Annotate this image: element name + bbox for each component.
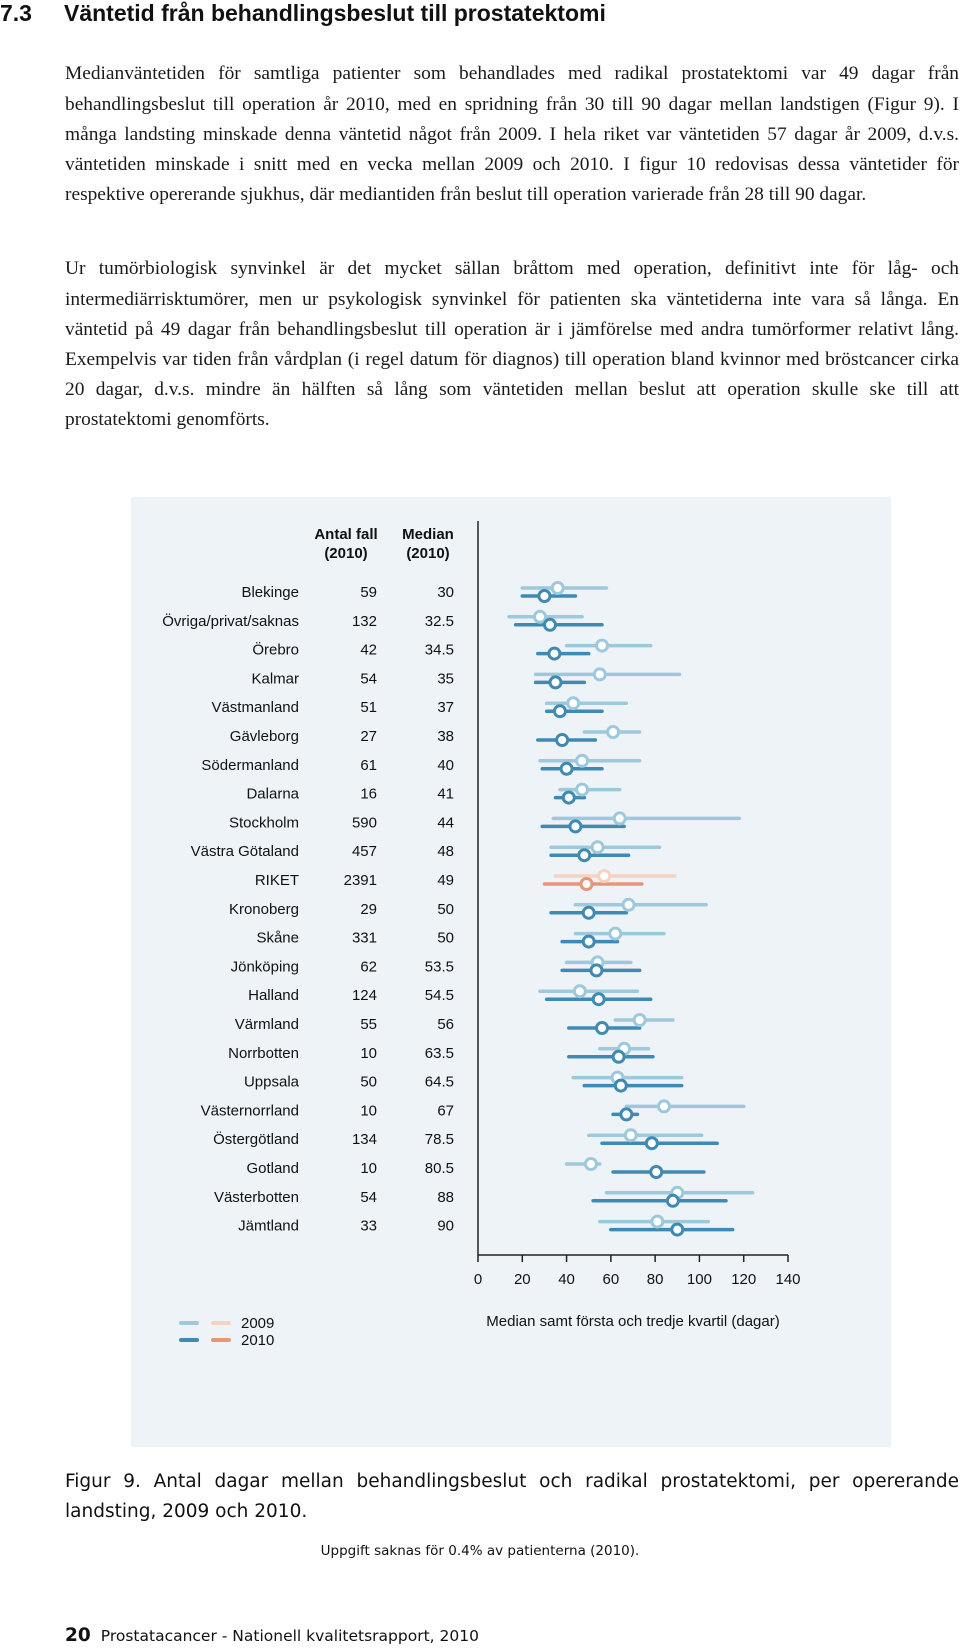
median-point-2010-Blekinge <box>539 591 550 602</box>
chart-panel <box>131 497 891 1447</box>
median-point-2010-Västernorrland <box>621 1109 632 1120</box>
row-count-label: 29 <box>360 900 377 918</box>
median-point-2009-RIKET <box>599 871 610 882</box>
x-tick-label: 80 <box>646 1271 664 1288</box>
header-count-line-1: (2010) <box>324 545 368 562</box>
legend-label-2009: 2009 <box>241 1315 275 1332</box>
x-tick-label: 40 <box>558 1271 575 1288</box>
row-count-label: 51 <box>360 699 377 717</box>
row-count-label: 10 <box>360 1044 377 1062</box>
median-point-2009-Jämtland <box>652 1216 663 1227</box>
x-axis-label: Median samt första och tredje kvartil (dagar) <box>486 1313 780 1330</box>
row-region-label: Västernorrland <box>200 1102 299 1120</box>
row-region-label: Skåne <box>256 929 299 947</box>
median-point-2009-Gotland <box>585 1159 596 1170</box>
row-median-label: 44 <box>437 814 454 832</box>
x-tick-label: 120 <box>731 1271 757 1288</box>
median-point-2009-Södermanland <box>577 755 588 766</box>
row-region-label: Västerbotten <box>213 1188 299 1206</box>
row-region-label: Norrbotten <box>228 1044 299 1062</box>
row-median-label: 88 <box>437 1188 454 1206</box>
row-median-label: 34.5 <box>424 641 454 659</box>
header-median-line-0: Median <box>402 526 454 543</box>
row-region-label: Kronoberg <box>228 900 299 918</box>
row-count-label: 10 <box>360 1160 377 1177</box>
row-count-label: 33 <box>360 1217 377 1235</box>
x-tick-label: 100 <box>686 1271 712 1288</box>
section-number: 7.3 <box>0 0 32 26</box>
row-count-label: 59 <box>360 584 377 601</box>
median-point-2010-Norrbotten <box>613 1051 624 1062</box>
x-tick-label: 20 <box>513 1271 531 1288</box>
row-median-label: 63.5 <box>424 1044 454 1062</box>
row-region-label: Jämtland <box>238 1217 299 1235</box>
median-point-2009-Värmland <box>634 1015 645 1026</box>
dot-interval-chart <box>131 497 891 1447</box>
row-median-label: 50 <box>437 929 454 947</box>
median-point-2010-Västerbotten <box>667 1195 678 1206</box>
row-region-label: Södermanland <box>201 756 299 774</box>
median-point-2010-Jämtland <box>672 1224 683 1235</box>
median-point-2010-Gotland <box>651 1167 662 1178</box>
running-title: Prostatacancer - Nationell kvalitetsrapport, 2010 <box>100 1627 479 1645</box>
row-count-label: 457 <box>351 843 377 861</box>
median-point-2010-Gävleborg <box>557 735 568 746</box>
median-point-2009-Dalarna <box>577 784 588 795</box>
median-point-2009-Stockholm <box>614 813 625 824</box>
x-tick-label: 140 <box>775 1271 801 1288</box>
row-region-label: RIKET <box>254 872 299 889</box>
row-median-label: 30 <box>437 584 454 601</box>
median-point-2009-Blekinge <box>552 583 563 594</box>
row-median-label: 90 <box>437 1217 454 1235</box>
section-title: Väntetid från behandlingsbeslut till prostatektomi <box>64 0 606 26</box>
page-number: 20 <box>65 1625 91 1646</box>
row-median-label: 49 <box>437 872 454 889</box>
row-count-label: 42 <box>360 641 377 659</box>
legend-label-2010: 2010 <box>241 1332 275 1349</box>
row-count-label: 2391 <box>343 872 377 889</box>
median-point-2010-Västra Götaland <box>579 850 590 861</box>
row-count-label: 16 <box>360 785 377 803</box>
median-point-2009-Gävleborg <box>608 727 619 738</box>
row-median-label: 32.5 <box>424 612 454 630</box>
median-point-2010-Dalarna <box>563 792 574 803</box>
row-region-label: Blekinge <box>241 584 299 601</box>
row-count-label: 134 <box>351 1131 377 1149</box>
row-count-label: 61 <box>360 756 377 774</box>
row-median-label: 54.5 <box>424 987 454 1005</box>
median-point-2010-Halland <box>593 994 604 1005</box>
row-count-label: 62 <box>360 958 377 976</box>
row-median-label: 35 <box>437 670 454 688</box>
row-count-label: 54 <box>360 1188 377 1206</box>
row-median-label: 53.5 <box>424 958 454 976</box>
median-point-2010-Västmanland <box>554 706 565 717</box>
row-median-label: 41 <box>437 785 454 803</box>
row-median-label: 50 <box>437 900 454 918</box>
row-median-label: 40 <box>437 756 454 774</box>
median-point-2009-Västra Götaland <box>592 842 603 853</box>
median-point-2010-Värmland <box>597 1023 608 1034</box>
row-count-label: 331 <box>351 929 377 947</box>
row-region-label: Gotland <box>246 1160 299 1177</box>
section-heading <box>0 0 960 27</box>
body-paragraph-2: Ur tumörbiologisk synvinkel är det mycket sällan bråttom med operation, definitivt inte för låg- och intermediärrisktumörer, men ur psykologisk synvinkel för patienten ska väntetiderna inte vara så långa. En väntetid på 49 dagar från behandlingsbeslut till operation är i jämförelse med andra tumörformer relativt lång. Exempelvis var tiden från vårdplan (i regel datum för diagnos) till operation bland kvinnor med bröstcancer cirka 20 dagar, d.v.s. mindre än hälften så lång som väntetiden mellan beslut att operation skulle ske till att prostatektomi genomförts. <box>65 258 959 431</box>
row-count-label: 590 <box>351 814 377 832</box>
row-median-label: 56 <box>437 1016 454 1033</box>
header-count-line-0: Antal fall <box>314 526 378 543</box>
figure-note: Uppgift saknas för 0.4% av patienterna (2010). <box>320 1543 640 1559</box>
median-point-2009-Halland <box>574 986 585 997</box>
median-point-2010-Uppsala <box>615 1080 626 1091</box>
row-region-label: Uppsala <box>243 1073 299 1091</box>
row-region-label: Gävleborg <box>229 728 299 745</box>
row-count-label: 27 <box>360 728 377 745</box>
row-median-label: 48 <box>437 843 454 861</box>
row-region-label: Östergötland <box>213 1131 299 1149</box>
row-count-label: 50 <box>360 1073 377 1091</box>
median-point-2010-Örebro <box>549 648 560 659</box>
median-point-2009-Västmanland <box>568 698 579 709</box>
median-point-2010-Kronoberg <box>583 907 594 918</box>
x-tick-label: 60 <box>602 1271 620 1288</box>
header-median-line-1: (2010) <box>406 545 450 562</box>
row-region-label: Dalarna <box>246 785 299 803</box>
row-region-label: Kalmar <box>251 670 299 688</box>
page-footer <box>65 1625 479 1646</box>
row-count-label: 54 <box>360 670 377 688</box>
median-point-2009-Västernorrland <box>659 1101 670 1112</box>
median-point-2010-Skåne <box>583 936 594 947</box>
median-point-2009-Skåne <box>610 928 621 939</box>
median-point-2010-Jönköping <box>591 965 602 976</box>
median-point-2009-Örebro <box>597 640 608 651</box>
row-median-label: 67 <box>437 1102 454 1120</box>
row-region-label: Värmland <box>234 1016 299 1033</box>
row-count-label: 132 <box>351 612 377 630</box>
median-point-2010-Södermanland <box>561 763 572 774</box>
row-region-label: Halland <box>248 987 299 1005</box>
median-point-2009-Kalmar <box>594 669 605 680</box>
row-median-label: 64.5 <box>424 1073 454 1091</box>
median-point-2009-Östergötland <box>625 1130 636 1141</box>
row-region-label: Stockholm <box>228 814 299 832</box>
median-point-2010-RIKET <box>581 879 592 890</box>
x-tick-label: 0 <box>473 1271 483 1288</box>
row-region-label: Västra Götaland <box>190 843 299 861</box>
figure-caption: Figur 9. Antal dagar mellan behandlingsbeslut och radikal prostatektomi, per opererande landsting, 2009 och 2010. <box>65 1471 959 1522</box>
row-count-label: 10 <box>360 1102 377 1120</box>
row-count-label: 55 <box>360 1016 377 1033</box>
row-median-label: 80.5 <box>424 1160 454 1177</box>
median-point-2010-Övriga/privat/saknas <box>544 619 555 630</box>
body-paragraph-1: Medianväntetiden för samtliga patienter som behandlades med radikal prostatektomi var 49 dagar från behandlingsbeslut till operation år 2010, med en spridning från 30 till 90 dagar mellan landstigen (Figur 9). I många landsting minskade denna väntetid något från 2009. I hela riket var väntetiden 57 dagar år 2009, d.v.s. väntetiden minskade i snitt med en vecka mellan 2009 och 2010. I figur 10 redovisas dessa väntetider för respektive opererande sjukhus, där mediantiden från beslut till operation varierade från 28 till 90 dagar. <box>65 63 959 206</box>
row-region-label: Övriga/privat/saknas <box>162 612 299 630</box>
row-region-label: Jönköping <box>230 958 299 976</box>
row-median-label: 78.5 <box>424 1131 454 1149</box>
row-median-label: 37 <box>437 699 454 717</box>
median-point-2010-Stockholm <box>570 821 581 832</box>
median-point-2010-Östergötland <box>646 1138 657 1149</box>
row-count-label: 124 <box>351 987 377 1005</box>
median-point-2010-Kalmar <box>550 677 561 688</box>
row-region-label: Örebro <box>252 641 299 659</box>
median-point-2009-Kronoberg <box>623 899 634 910</box>
row-region-label: Västmanland <box>211 699 299 717</box>
row-median-label: 38 <box>437 728 454 745</box>
median-point-2009-Övriga/privat/saknas <box>535 611 546 622</box>
